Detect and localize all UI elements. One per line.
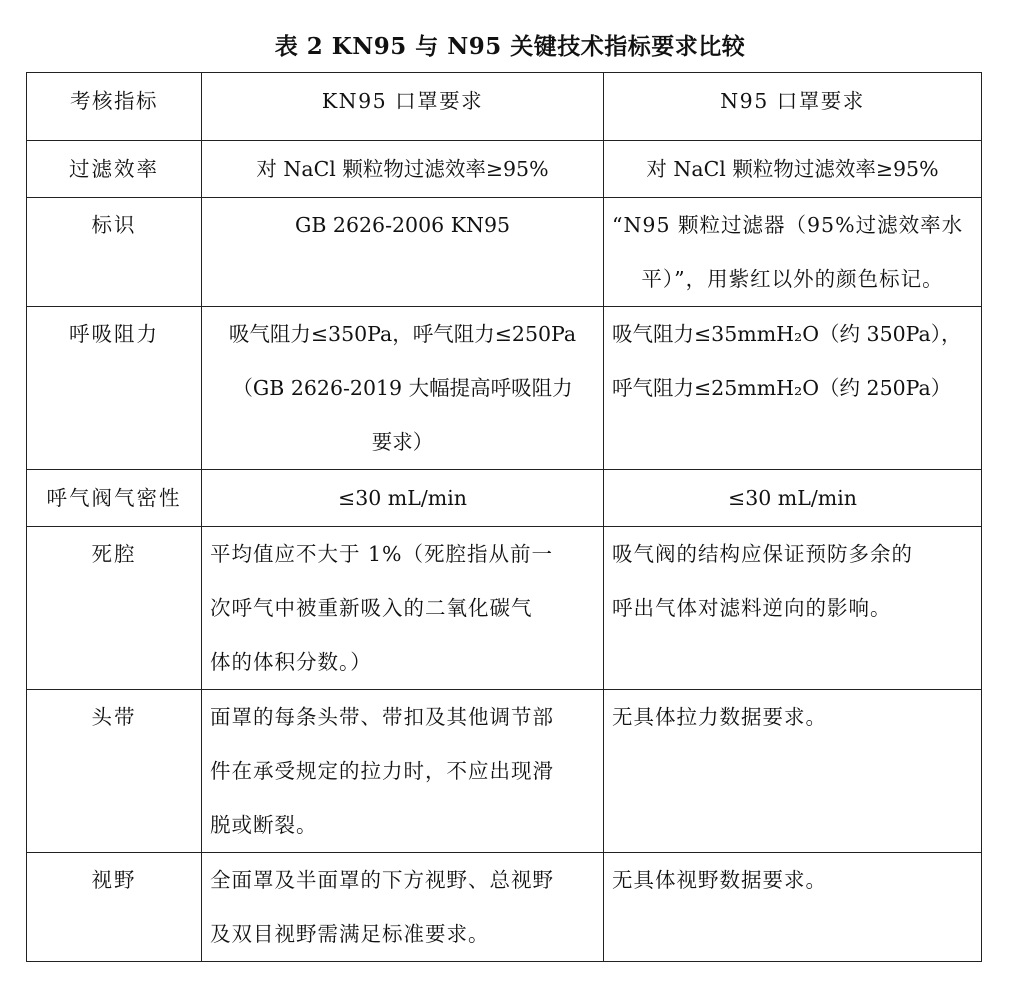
- table-row: [27, 527, 982, 690]
- cell-line: 全面罩及半面罩的下方视野、总视野: [210, 868, 554, 892]
- n95-cell: [604, 198, 982, 307]
- row-label: 死腔: [27, 527, 202, 690]
- kn95-cell: ≤30 mL/min: [202, 470, 604, 527]
- row-label: 过滤效率: [27, 141, 202, 198]
- table-row: [27, 198, 982, 307]
- row-label: 视野: [27, 853, 202, 962]
- cell-line: 面罩的每条头带、带扣及其他调节部: [210, 705, 554, 729]
- table-row: [27, 470, 982, 527]
- cell-line: 平）”，用紫红以外的颜色标记。: [641, 267, 944, 291]
- kn95-cell: 对 NaCl 颗粒物过滤效率≥95%: [202, 141, 604, 198]
- cell-line: 脱或断裂。: [210, 813, 318, 837]
- header-cell-kn95: KN95 口罩要求: [202, 73, 604, 141]
- kn95-cell: [202, 690, 604, 853]
- table-title: 表 2 KN95 与 N95 关键技术指标要求比较: [274, 33, 746, 60]
- n95-cell: 无具体视野数据要求。: [604, 853, 982, 962]
- cell-line: 吸气阀的结构应保证预防多余的: [612, 542, 913, 566]
- comparison-table: [26, 72, 982, 962]
- n95-cell: [604, 527, 982, 690]
- cell-line: 要求）: [371, 430, 434, 454]
- cell-line: “N95 颗粒过滤器（95%过滤效率水: [612, 213, 964, 237]
- table-row: [27, 307, 982, 470]
- cell-line: 呼气阻力≤25mmH₂O（约 250Pa）: [612, 376, 952, 400]
- cell-line: （GB 2626-2019 大幅提高呼吸阻力: [232, 376, 573, 400]
- kn95-cell: GB 2626-2006 KN95: [202, 198, 604, 307]
- n95-cell: ≤30 mL/min: [604, 470, 982, 527]
- row-label: 呼气阀气密性: [27, 470, 202, 527]
- row-label: 呼吸阻力: [27, 307, 202, 470]
- n95-cell: [604, 307, 982, 470]
- table-header-row: [27, 73, 982, 141]
- header-cell-n95: N95 口罩要求: [604, 73, 982, 141]
- header-cell-indicator: 考核指标: [27, 73, 202, 141]
- cell-line: 平均值应不大于 1%（死腔指从前一: [210, 542, 554, 566]
- table-row: [27, 141, 982, 198]
- cell-line: 件在承受规定的拉力时，不应出现滑: [210, 759, 554, 783]
- cell-line: 呼出气体对滤料逆向的影响。: [612, 596, 892, 620]
- kn95-cell: [202, 527, 604, 690]
- cell-line: 及双目视野需满足标准要求。: [210, 922, 490, 946]
- kn95-cell: [202, 853, 604, 962]
- n95-cell: 无具体拉力数据要求。: [604, 690, 982, 853]
- row-label: 标识: [27, 198, 202, 307]
- table-row: [27, 690, 982, 853]
- cell-line: 吸气阻力≤350Pa，呼气阻力≤250Pa: [228, 322, 577, 346]
- row-label: 头带: [27, 690, 202, 853]
- cell-line: 吸气阻力≤35mmH₂O（约 350Pa），: [612, 322, 962, 346]
- n95-cell: 对 NaCl 颗粒物过滤效率≥95%: [604, 141, 982, 198]
- cell-line: 次呼气中被重新吸入的二氧化碳气: [210, 596, 533, 620]
- kn95-cell: [202, 307, 604, 470]
- table-row: [27, 853, 982, 962]
- cell-line: 体的体积分数。）: [210, 650, 372, 674]
